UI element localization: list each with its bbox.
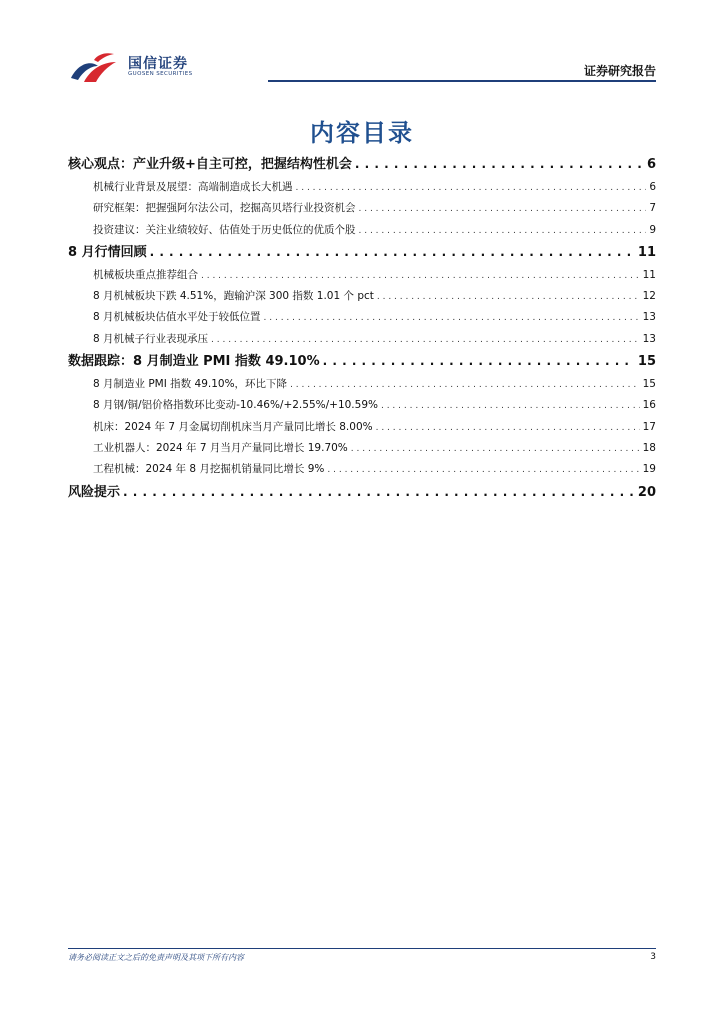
toc-entry-subsection[interactable] <box>68 307 656 328</box>
toc-entry-subsection[interactable] <box>68 374 656 395</box>
toc-entry-title: 数据跟踪：8 月制造业 PMI 指数 49.10% <box>68 354 320 370</box>
toc-dot-leader <box>123 481 635 503</box>
toc-dot-leader <box>355 153 644 175</box>
toc-dot-leader <box>359 199 647 219</box>
toc-entry-page: 15 <box>642 378 656 391</box>
footer-disclaimer: 请务必阅读正文之后的免责声明及其项下所有内容 <box>68 953 244 962</box>
toc-entry-title: 8 月机械子行业表现承压 <box>93 332 209 345</box>
page-number: 3 <box>650 952 656 962</box>
toc-entry-subsection[interactable] <box>68 220 656 241</box>
toc-entry-title: 机械行业背景及展望：高端制造成长大机遇 <box>93 181 293 193</box>
toc-entry-page: 11 <box>637 244 656 260</box>
toc-entry-title: 核心观点：产业升级+自主可控，把握结构性机会 <box>68 157 352 172</box>
toc-entry-subsection[interactable] <box>68 459 656 480</box>
toc-entry-title: 8 月机械板块下跌 4.51%，跑输沪深 300 指数 1.01 个 pct <box>93 290 374 303</box>
toc-entry-subsection[interactable] <box>68 198 656 219</box>
toc-title: 内容目录 <box>310 119 414 147</box>
toc-dot-leader <box>211 330 640 350</box>
toc-entry-page: 13 <box>642 311 656 324</box>
toc-entry-title: 8 月制造业 PMI 指数 49.10%，环比下降 <box>93 378 288 391</box>
toc-entry-title: 风险提示 <box>68 484 121 500</box>
toc-entry-page: 6 <box>649 181 656 193</box>
toc-entry-page: 9 <box>649 223 656 236</box>
toc-entry-section[interactable] <box>68 481 656 505</box>
toc-dot-leader <box>296 178 647 198</box>
toc-entry-subsection[interactable] <box>68 265 656 286</box>
toc-entry-page: 19 <box>642 463 656 476</box>
toc-dot-leader <box>376 418 640 438</box>
toc-entry-page: 17 <box>642 420 656 433</box>
toc-entry-section[interactable] <box>68 153 656 177</box>
toc-entry-title: 机械板块重点推荐组合 <box>93 268 198 281</box>
toc-entry-page: 13 <box>642 332 656 345</box>
toc-entry-title: 工业机器人：2024 年 7 月当月产量同比增长 19.70% <box>93 441 348 454</box>
report-type-label: 证券研究报告 <box>583 64 656 78</box>
toc-entry-title: 机床：2024 年 7 月金属切削机床当月产量同比增长 8.00% <box>93 420 373 433</box>
toc-entry-page: 6 <box>646 157 656 172</box>
guosen-logo-icon <box>68 52 122 84</box>
toc-entry-subsection[interactable] <box>68 395 656 416</box>
toc-dot-leader <box>150 241 635 263</box>
page-header <box>68 50 656 86</box>
toc-entry-subsection[interactable] <box>68 329 656 350</box>
toc-dot-leader <box>323 350 635 372</box>
toc-dot-leader <box>201 266 640 286</box>
toc-dot-leader <box>377 287 640 307</box>
toc-entry-section[interactable] <box>68 350 656 374</box>
toc-dot-leader <box>264 308 640 328</box>
toc-entry-page: 15 <box>637 354 656 370</box>
toc-entry-subsection[interactable] <box>68 177 656 198</box>
toc-entry-page: 18 <box>642 441 656 454</box>
header-divider <box>268 80 656 82</box>
toc-entry-subsection[interactable] <box>68 286 656 307</box>
brand-name-cn: 国信证券 <box>128 56 188 72</box>
toc-entry-title: 研究框架：把握强阿尔法公司，挖掘高贝塔行业投资机会 <box>93 202 356 215</box>
toc-entry-title: 投资建议：关注业绩较好、估值处于历史低位的优质个股 <box>93 223 356 236</box>
toc-entry-subsection[interactable] <box>68 438 656 459</box>
toc-entry-title: 8 月钢/铜/铝价格指数环比变动-10.46%/+2.55%/+10.59% <box>93 399 378 412</box>
toc-entry-title: 8 月行情回顾 <box>68 244 147 260</box>
toc-dot-leader <box>351 439 640 459</box>
table-of-contents <box>68 153 656 505</box>
toc-dot-leader <box>327 460 639 480</box>
toc-entry-page: 11 <box>642 268 656 281</box>
brand-name-en: GUOSEN SECURITIES <box>128 71 193 77</box>
toc-entry-page: 16 <box>642 399 656 412</box>
footer-divider <box>68 948 656 949</box>
toc-dot-leader <box>359 221 647 241</box>
toc-entry-page: 20 <box>637 484 656 500</box>
toc-dot-leader <box>381 396 640 416</box>
guosen-logo <box>68 50 248 86</box>
toc-entry-section[interactable] <box>68 241 656 265</box>
toc-entry-page: 7 <box>649 202 656 215</box>
toc-entry-title: 8 月机械板块估值水平处于较低位置 <box>93 311 261 324</box>
toc-entry-page: 12 <box>642 290 656 303</box>
toc-entry-title: 工程机械：2024 年 8 月挖掘机销量同比增长 9% <box>93 463 325 476</box>
toc-entry-subsection[interactable] <box>68 417 656 438</box>
toc-dot-leader <box>290 375 640 395</box>
